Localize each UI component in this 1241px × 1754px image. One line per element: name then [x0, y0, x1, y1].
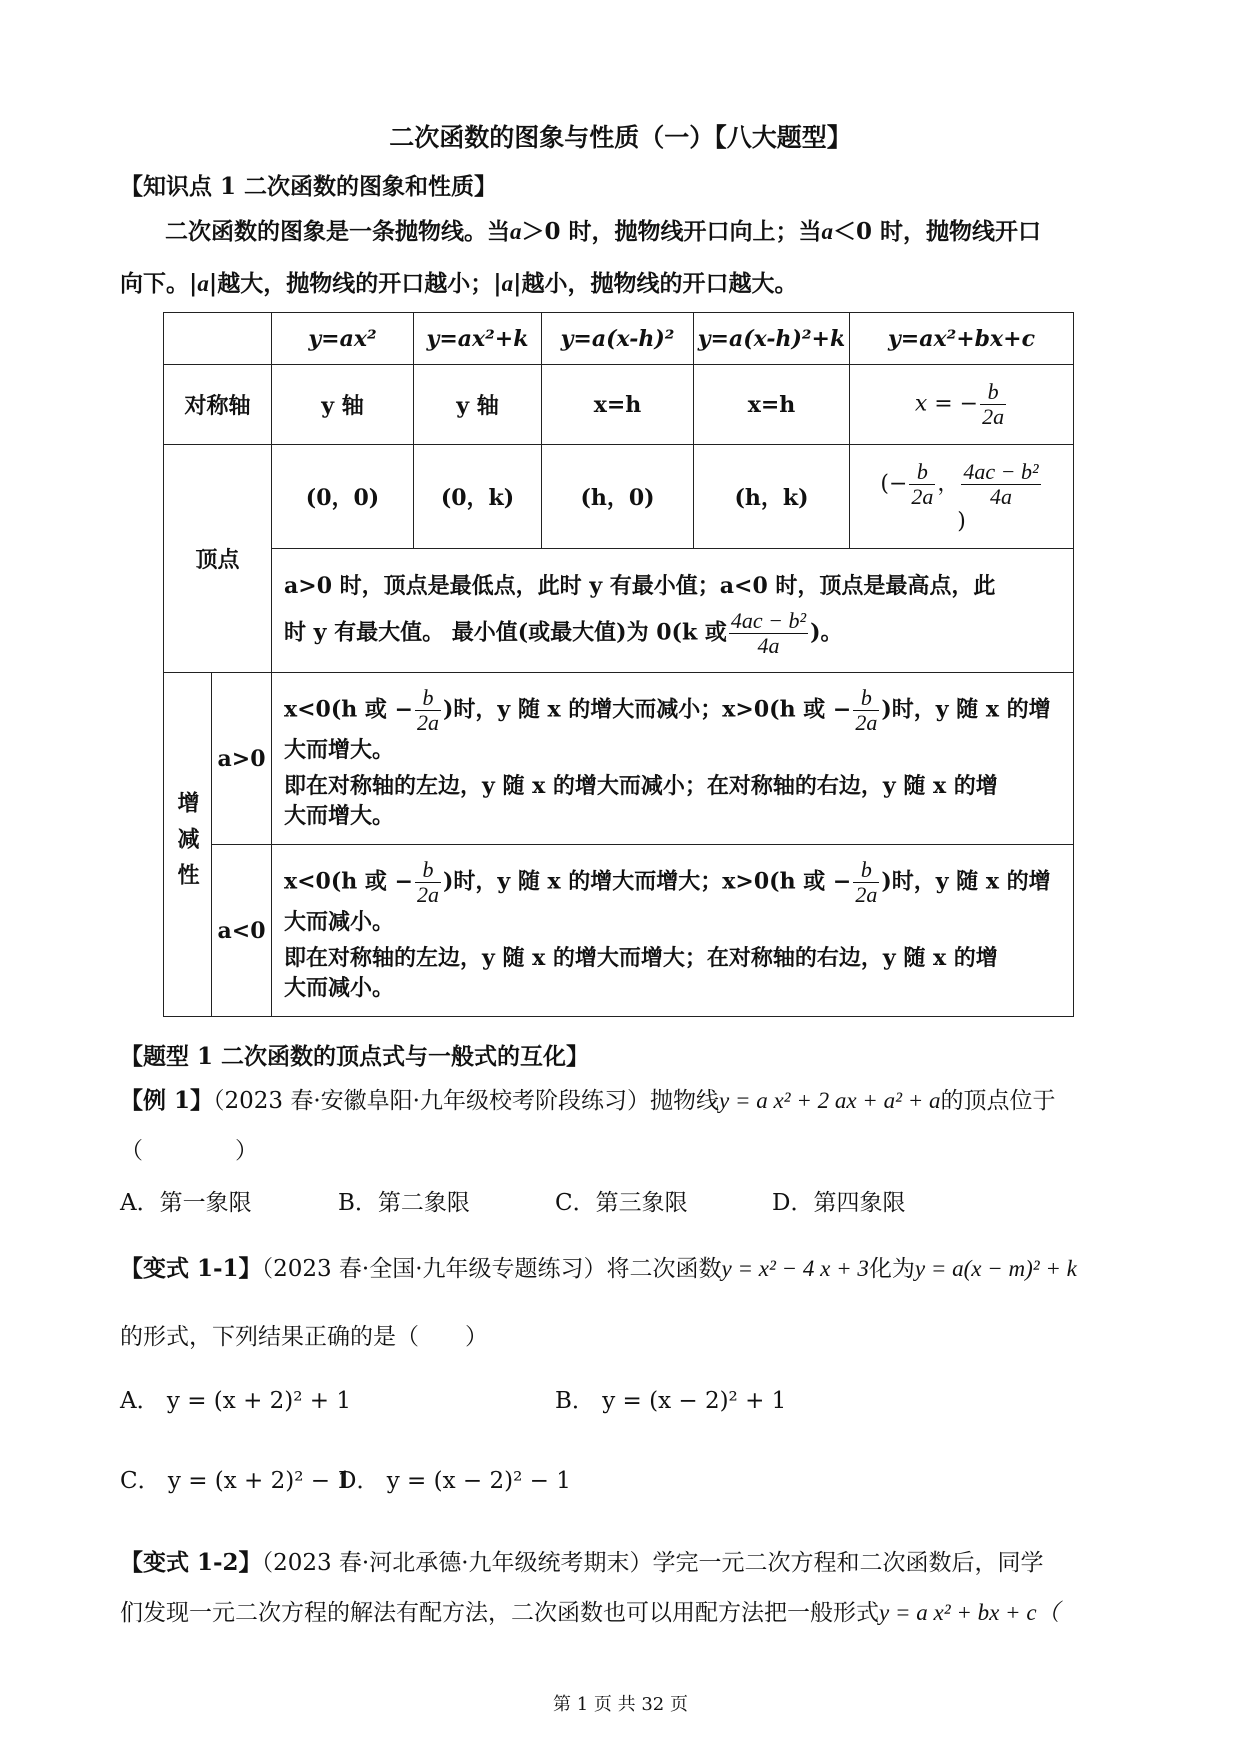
- knowledge-para-line1: 二次函数的图象是一条抛物线。当a＞0 时，抛物线开口向上；当a＜0 时，抛物线开口: [165, 218, 1042, 245]
- header-cell: y=ax²: [272, 313, 414, 365]
- variant11-line: 【变式 1-1】（2023 春·全国·九年级专题练习）将二次函数y = x² − 4 x + 3化为y = a(x − m)² + k: [120, 1255, 1077, 1282]
- variant11-option-a[interactable]: A． y = (x + 2)² + 1: [120, 1388, 351, 1414]
- axis-row: [164, 365, 1074, 445]
- variant12-line2: 们发现一元二次方程的解法有配方法，二次函数也可以用配方法把一般形式y = a x² + bx + c（: [120, 1600, 1060, 1626]
- mono-label: 增减性: [164, 673, 212, 1017]
- vertex-note-row: [164, 549, 1074, 673]
- header-cell: y=ax²+k: [414, 313, 542, 365]
- variant11-line2: 的形式，下列结果正确的是（ ）: [120, 1324, 488, 1350]
- page-title: 二次函数的图象与性质（一）【八大题型】: [389, 123, 852, 152]
- header-cell: y=a(x-h)²+k: [694, 313, 850, 365]
- axis-cell-general: x = − $\frac{b}{2a}$: [850, 365, 1074, 445]
- type1-heading: 【题型 1 二次函数的顶点式与一般式的互化】: [120, 1043, 590, 1070]
- axis-label: 对称轴: [164, 365, 272, 445]
- variant11-option-d[interactable]: D． y = (x − 2)² − 1: [338, 1468, 571, 1494]
- mono-neg-row: [164, 845, 1074, 1017]
- example1-option-c[interactable]: C．第三象限: [555, 1190, 688, 1216]
- example1-option-b[interactable]: B．第二象限: [338, 1190, 470, 1216]
- axis-cell: y 轴: [272, 365, 414, 445]
- example1-line: 【例 1】（2023 春·安徽阜阳·九年级校考阶段练习）抛物线y = a x² + 2 ax + a² + a的顶点位于: [120, 1087, 1056, 1114]
- table-corner-cell: [164, 313, 272, 365]
- example1-paren: （ ）: [120, 1138, 258, 1164]
- variant11-option-b[interactable]: B． y = (x − 2)² + 1: [555, 1388, 787, 1414]
- mono-pos-label: a>0: [212, 673, 272, 845]
- header-cell: y=a(x-h)²: [542, 313, 694, 365]
- variant12-line: 【变式 1-2】（2023 春·河北承德·九年级统考期末）学完一元二次方程和二次函数后，同学: [120, 1549, 1044, 1576]
- mono-neg-label: a<0: [212, 845, 272, 1017]
- vertex-cell: (0，k): [414, 445, 542, 549]
- knowledge-table: [163, 312, 1074, 1017]
- table-header-row: [164, 313, 1074, 365]
- axis-cell: x=h: [542, 365, 694, 445]
- vertex-note: a>0 时，顶点是最低点，此时 y 有最小值；a<0 时，顶点是最高点，此 时 y 有最大值。 最小值(或最大值)为 0(k 或 $\frac{\text{4ac − b²}}{4a}$ )。: [272, 549, 1074, 673]
- vertex-label: 顶点: [164, 445, 272, 673]
- axis-cell: y 轴: [414, 365, 542, 445]
- mono-neg-text: x<0(h 或 − $\frac{b}{2a}$ )时，y 随 x 的增大而增大；x>0(h 或 − $\frac{b}{2a}$ )时，y 随 x 的增 大而减小。 即在对称轴的左边，y 随 x 的增大而增大；在对称轴的右边，y 随 x 的增 大而减小。: [272, 845, 1074, 1017]
- vertex-cell-general: (− $\frac{b}{2a}$ ， $\frac{\text{4ac − b²}}{4a}$ ): [850, 445, 1074, 549]
- vertex-cell: (h，k): [694, 445, 850, 549]
- axis-cell: x=h: [694, 365, 850, 445]
- mono-pos-row: [164, 673, 1074, 845]
- header-cell: y=ax²+bx+c: [850, 313, 1074, 365]
- example1-option-d[interactable]: D．第四象限: [772, 1190, 906, 1216]
- mono-pos-text: x<0(h 或 − $\frac{b}{2a}$ )时，y 随 x 的增大而减小；x>0(h 或 − $\frac{b}{2a}$ )时，y 随 x 的增 大而增大。 即在对称轴的左边，y 随 x 的增大而减小；在对称轴的右边，y 随 x 的增 大而增大。: [272, 673, 1074, 845]
- vertex-row: [164, 445, 1074, 549]
- knowledge-heading: 【知识点 1 二次函数的图象和性质】: [120, 173, 498, 200]
- vertex-cell: (h，0): [542, 445, 694, 549]
- vertex-cell: (0，0): [272, 445, 414, 549]
- variant11-option-c[interactable]: C． y = (x + 2)² − 1: [120, 1468, 352, 1494]
- knowledge-para-line2: 向下。|a|越大，抛物线的开口越小；|a|越小，抛物线的开口越大。: [120, 270, 798, 297]
- example1-option-a[interactable]: A．第一象限: [120, 1190, 252, 1216]
- fraction-b-over-2a: $\frac{b}{2a}$: [982, 379, 1005, 429]
- page-footer: 第 1 页 共 32 页: [553, 1694, 688, 1715]
